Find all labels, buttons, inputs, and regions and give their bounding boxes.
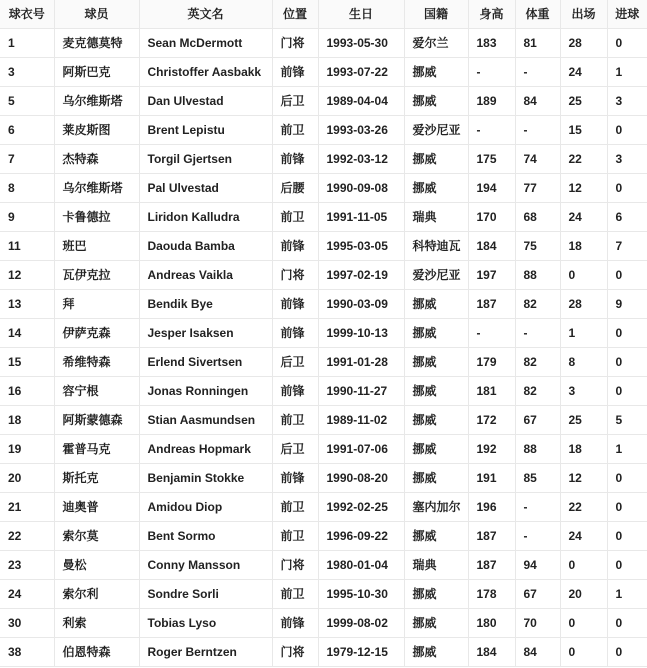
table-row [0, 202, 647, 231]
goals-cell: 0 [607, 637, 647, 666]
column-header: 英文名 [139, 0, 272, 28]
nationality-cell: 挪威 [404, 347, 468, 376]
nationality-cell: 挪威 [404, 376, 468, 405]
appearances-cell: 8 [560, 347, 607, 376]
nationality-cell: 塞内加尔 [404, 492, 468, 521]
nationality-cell: 挪威 [404, 579, 468, 608]
player-name-cell: 杰特森 [54, 144, 139, 173]
goals-cell: 0 [607, 463, 647, 492]
weight-cell: - [515, 115, 560, 144]
appearances-cell: 1 [560, 318, 607, 347]
table-row [0, 144, 647, 173]
weight-cell: 82 [515, 289, 560, 318]
jersey-number-cell: 6 [0, 115, 54, 144]
goals-cell: 0 [607, 492, 647, 521]
english-name-cell: Brent Lepistu [139, 115, 272, 144]
english-name-cell: Conny Mansson [139, 550, 272, 579]
height-cell: 192 [468, 434, 515, 463]
jersey-number-cell: 1 [0, 28, 54, 57]
table-row [0, 521, 647, 550]
weight-cell: 70 [515, 608, 560, 637]
player-name-cell: 阿斯蒙德森 [54, 405, 139, 434]
appearances-cell: 28 [560, 289, 607, 318]
player-name-cell: 迪奥普 [54, 492, 139, 521]
table-body [0, 28, 647, 666]
jersey-number-cell: 16 [0, 376, 54, 405]
weight-cell: 74 [515, 144, 560, 173]
player-name-cell: 班巴 [54, 231, 139, 260]
birthday-cell: 1996-09-22 [318, 521, 404, 550]
column-header: 进球 [607, 0, 647, 28]
birthday-cell: 1999-10-13 [318, 318, 404, 347]
player-name-cell: 曼松 [54, 550, 139, 579]
weight-cell: - [515, 318, 560, 347]
weight-cell: 77 [515, 173, 560, 202]
table-row [0, 579, 647, 608]
birthday-cell: 1992-02-25 [318, 492, 404, 521]
player-name-cell: 卡鲁德拉 [54, 202, 139, 231]
weight-cell: 82 [515, 376, 560, 405]
goals-cell: 3 [607, 144, 647, 173]
appearances-cell: 22 [560, 144, 607, 173]
english-name-cell: Torgil Gjertsen [139, 144, 272, 173]
english-name-cell: Daouda Bamba [139, 231, 272, 260]
appearances-cell: 25 [560, 405, 607, 434]
table-row [0, 376, 647, 405]
jersey-number-cell: 11 [0, 231, 54, 260]
position-cell: 门将 [272, 260, 318, 289]
height-cell: 187 [468, 289, 515, 318]
player-name-cell: 希维特森 [54, 347, 139, 376]
appearances-cell: 18 [560, 231, 607, 260]
column-header: 国籍 [404, 0, 468, 28]
appearances-cell: 0 [560, 608, 607, 637]
goals-cell: 0 [607, 260, 647, 289]
position-cell: 前锋 [272, 318, 318, 347]
goals-cell: 0 [607, 173, 647, 202]
english-name-cell: Benjamin Stokke [139, 463, 272, 492]
appearances-cell: 22 [560, 492, 607, 521]
english-name-cell: Andreas Hopmark [139, 434, 272, 463]
height-cell: 184 [468, 637, 515, 666]
english-name-cell: Amidou Diop [139, 492, 272, 521]
table-row [0, 637, 647, 666]
table-row [0, 318, 647, 347]
column-header: 球员 [54, 0, 139, 28]
goals-cell: 1 [607, 57, 647, 86]
position-cell: 后卫 [272, 347, 318, 376]
jersey-number-cell: 3 [0, 57, 54, 86]
position-cell: 后腰 [272, 173, 318, 202]
table-row [0, 86, 647, 115]
goals-cell: 0 [607, 318, 647, 347]
english-name-cell: Jesper Isaksen [139, 318, 272, 347]
nationality-cell: 挪威 [404, 86, 468, 115]
weight-cell: 81 [515, 28, 560, 57]
position-cell: 门将 [272, 28, 318, 57]
jersey-number-cell: 15 [0, 347, 54, 376]
table-row [0, 347, 647, 376]
birthday-cell: 1993-03-26 [318, 115, 404, 144]
weight-cell: - [515, 492, 560, 521]
goals-cell: 0 [607, 115, 647, 144]
weight-cell: 84 [515, 637, 560, 666]
player-name-cell: 斯托克 [54, 463, 139, 492]
height-cell: 191 [468, 463, 515, 492]
birthday-cell: 1991-11-05 [318, 202, 404, 231]
goals-cell: 5 [607, 405, 647, 434]
goals-cell: 3 [607, 86, 647, 115]
nationality-cell: 挪威 [404, 405, 468, 434]
column-header: 位置 [272, 0, 318, 28]
position-cell: 前锋 [272, 608, 318, 637]
player-name-cell: 莱皮斯图 [54, 115, 139, 144]
nationality-cell: 挪威 [404, 289, 468, 318]
jersey-number-cell: 18 [0, 405, 54, 434]
nationality-cell: 挪威 [404, 463, 468, 492]
jersey-number-cell: 9 [0, 202, 54, 231]
height-cell: - [468, 57, 515, 86]
weight-cell: 67 [515, 579, 560, 608]
english-name-cell: Sondre Sorli [139, 579, 272, 608]
position-cell: 门将 [272, 550, 318, 579]
birthday-cell: 1990-08-20 [318, 463, 404, 492]
jersey-number-cell: 14 [0, 318, 54, 347]
nationality-cell: 挪威 [404, 608, 468, 637]
position-cell: 前锋 [272, 463, 318, 492]
jersey-number-cell: 7 [0, 144, 54, 173]
position-cell: 门将 [272, 637, 318, 666]
player-name-cell: 阿斯巴克 [54, 57, 139, 86]
position-cell: 前锋 [272, 57, 318, 86]
height-cell: 170 [468, 202, 515, 231]
position-cell: 前锋 [272, 231, 318, 260]
position-cell: 前卫 [272, 405, 318, 434]
jersey-number-cell: 22 [0, 521, 54, 550]
birthday-cell: 1995-03-05 [318, 231, 404, 260]
goals-cell: 9 [607, 289, 647, 318]
birthday-cell: 1979-12-15 [318, 637, 404, 666]
english-name-cell: Dan Ulvestad [139, 86, 272, 115]
nationality-cell: 挪威 [404, 173, 468, 202]
nationality-cell: 爱沙尼亚 [404, 260, 468, 289]
nationality-cell: 挪威 [404, 144, 468, 173]
birthday-cell: 1997-02-19 [318, 260, 404, 289]
player-name-cell: 容宁根 [54, 376, 139, 405]
appearances-cell: 0 [560, 550, 607, 579]
weight-cell: 82 [515, 347, 560, 376]
english-name-cell: Bendik Bye [139, 289, 272, 318]
height-cell: 189 [468, 86, 515, 115]
player-name-cell: 拜 [54, 289, 139, 318]
weight-cell: 88 [515, 434, 560, 463]
height-cell: 196 [468, 492, 515, 521]
birthday-cell: 1989-11-02 [318, 405, 404, 434]
birthday-cell: 1993-07-22 [318, 57, 404, 86]
english-name-cell: Liridon Kalludra [139, 202, 272, 231]
appearances-cell: 18 [560, 434, 607, 463]
table-row [0, 260, 647, 289]
column-header: 生日 [318, 0, 404, 28]
table-row [0, 608, 647, 637]
player-name-cell: 索尔利 [54, 579, 139, 608]
birthday-cell: 1989-04-04 [318, 86, 404, 115]
nationality-cell: 科特迪瓦 [404, 231, 468, 260]
height-cell: 183 [468, 28, 515, 57]
player-name-cell: 伯恩特森 [54, 637, 139, 666]
appearances-cell: 0 [560, 260, 607, 289]
goals-cell: 0 [607, 608, 647, 637]
height-cell: - [468, 115, 515, 144]
birthday-cell: 1993-05-30 [318, 28, 404, 57]
goals-cell: 0 [607, 376, 647, 405]
jersey-number-cell: 13 [0, 289, 54, 318]
birthday-cell: 1990-11-27 [318, 376, 404, 405]
position-cell: 前锋 [272, 144, 318, 173]
height-cell: 180 [468, 608, 515, 637]
position-cell: 后卫 [272, 434, 318, 463]
weight-cell: 67 [515, 405, 560, 434]
jersey-number-cell: 24 [0, 579, 54, 608]
jersey-number-cell: 20 [0, 463, 54, 492]
nationality-cell: 爱尔兰 [404, 28, 468, 57]
position-cell: 前锋 [272, 289, 318, 318]
appearances-cell: 20 [560, 579, 607, 608]
jersey-number-cell: 23 [0, 550, 54, 579]
position-cell: 前锋 [272, 376, 318, 405]
height-cell: 187 [468, 521, 515, 550]
column-header: 球衣号 [0, 0, 54, 28]
table-row [0, 550, 647, 579]
appearances-cell: 3 [560, 376, 607, 405]
nationality-cell: 挪威 [404, 637, 468, 666]
birthday-cell: 1999-08-02 [318, 608, 404, 637]
goals-cell: 1 [607, 579, 647, 608]
table-row [0, 173, 647, 202]
table-row [0, 405, 647, 434]
height-cell: 181 [468, 376, 515, 405]
nationality-cell: 挪威 [404, 57, 468, 86]
player-name-cell: 霍普马克 [54, 434, 139, 463]
english-name-cell: Stian Aasmundsen [139, 405, 272, 434]
weight-cell: 84 [515, 86, 560, 115]
player-name-cell: 乌尔维斯塔 [54, 173, 139, 202]
goals-cell: 6 [607, 202, 647, 231]
position-cell: 前卫 [272, 202, 318, 231]
player-name-cell: 麦克德莫特 [54, 28, 139, 57]
weight-cell: 68 [515, 202, 560, 231]
birthday-cell: 1990-03-09 [318, 289, 404, 318]
nationality-cell: 挪威 [404, 521, 468, 550]
jersey-number-cell: 21 [0, 492, 54, 521]
english-name-cell: Sean McDermott [139, 28, 272, 57]
weight-cell: - [515, 57, 560, 86]
appearances-cell: 24 [560, 57, 607, 86]
jersey-number-cell: 38 [0, 637, 54, 666]
nationality-cell: 瑞典 [404, 202, 468, 231]
english-name-cell: Andreas Vaikla [139, 260, 272, 289]
player-name-cell: 利索 [54, 608, 139, 637]
appearances-cell: 0 [560, 637, 607, 666]
player-name-cell: 索尔莫 [54, 521, 139, 550]
english-name-cell: Roger Berntzen [139, 637, 272, 666]
height-cell: 178 [468, 579, 515, 608]
appearances-cell: 12 [560, 173, 607, 202]
weight-cell: 85 [515, 463, 560, 492]
height-cell: 184 [468, 231, 515, 260]
birthday-cell: 1990-09-08 [318, 173, 404, 202]
birthday-cell: 1992-03-12 [318, 144, 404, 173]
birthday-cell: 1991-01-28 [318, 347, 404, 376]
height-cell: - [468, 318, 515, 347]
appearances-cell: 24 [560, 521, 607, 550]
goals-cell: 1 [607, 434, 647, 463]
goals-cell: 0 [607, 28, 647, 57]
appearances-cell: 12 [560, 463, 607, 492]
jersey-number-cell: 5 [0, 86, 54, 115]
nationality-cell: 挪威 [404, 434, 468, 463]
weight-cell: - [515, 521, 560, 550]
goals-cell: 7 [607, 231, 647, 260]
player-name-cell: 伊萨克森 [54, 318, 139, 347]
appearances-cell: 28 [560, 28, 607, 57]
nationality-cell: 爱沙尼亚 [404, 115, 468, 144]
weight-cell: 75 [515, 231, 560, 260]
position-cell: 后卫 [272, 86, 318, 115]
appearances-cell: 24 [560, 202, 607, 231]
table-row [0, 289, 647, 318]
table-row [0, 115, 647, 144]
weight-cell: 88 [515, 260, 560, 289]
player-name-cell: 瓦伊克拉 [54, 260, 139, 289]
jersey-number-cell: 30 [0, 608, 54, 637]
english-name-cell: Christoffer Aasbakk [139, 57, 272, 86]
birthday-cell: 1995-10-30 [318, 579, 404, 608]
position-cell: 前卫 [272, 492, 318, 521]
english-name-cell: Erlend Sivertsen [139, 347, 272, 376]
column-header: 身高 [468, 0, 515, 28]
table-row [0, 28, 647, 57]
appearances-cell: 25 [560, 86, 607, 115]
position-cell: 前卫 [272, 521, 318, 550]
header-row [0, 0, 647, 28]
table-row [0, 57, 647, 86]
table-row [0, 231, 647, 260]
player-name-cell: 乌尔维斯塔 [54, 86, 139, 115]
position-cell: 前卫 [272, 115, 318, 144]
height-cell: 179 [468, 347, 515, 376]
jersey-number-cell: 19 [0, 434, 54, 463]
height-cell: 175 [468, 144, 515, 173]
height-cell: 197 [468, 260, 515, 289]
birthday-cell: 1991-07-06 [318, 434, 404, 463]
height-cell: 194 [468, 173, 515, 202]
table-row [0, 434, 647, 463]
english-name-cell: Tobias Lyso [139, 608, 272, 637]
column-header: 体重 [515, 0, 560, 28]
weight-cell: 94 [515, 550, 560, 579]
english-name-cell: Bent Sormo [139, 521, 272, 550]
goals-cell: 0 [607, 550, 647, 579]
birthday-cell: 1980-01-04 [318, 550, 404, 579]
position-cell: 前卫 [272, 579, 318, 608]
table-row [0, 492, 647, 521]
column-header: 出场 [560, 0, 607, 28]
jersey-number-cell: 8 [0, 173, 54, 202]
english-name-cell: Pal Ulvestad [139, 173, 272, 202]
table-row [0, 463, 647, 492]
english-name-cell: Jonas Ronningen [139, 376, 272, 405]
goals-cell: 0 [607, 347, 647, 376]
nationality-cell: 挪威 [404, 318, 468, 347]
goals-cell: 0 [607, 521, 647, 550]
jersey-number-cell: 12 [0, 260, 54, 289]
height-cell: 187 [468, 550, 515, 579]
appearances-cell: 15 [560, 115, 607, 144]
nationality-cell: 瑞典 [404, 550, 468, 579]
height-cell: 172 [468, 405, 515, 434]
